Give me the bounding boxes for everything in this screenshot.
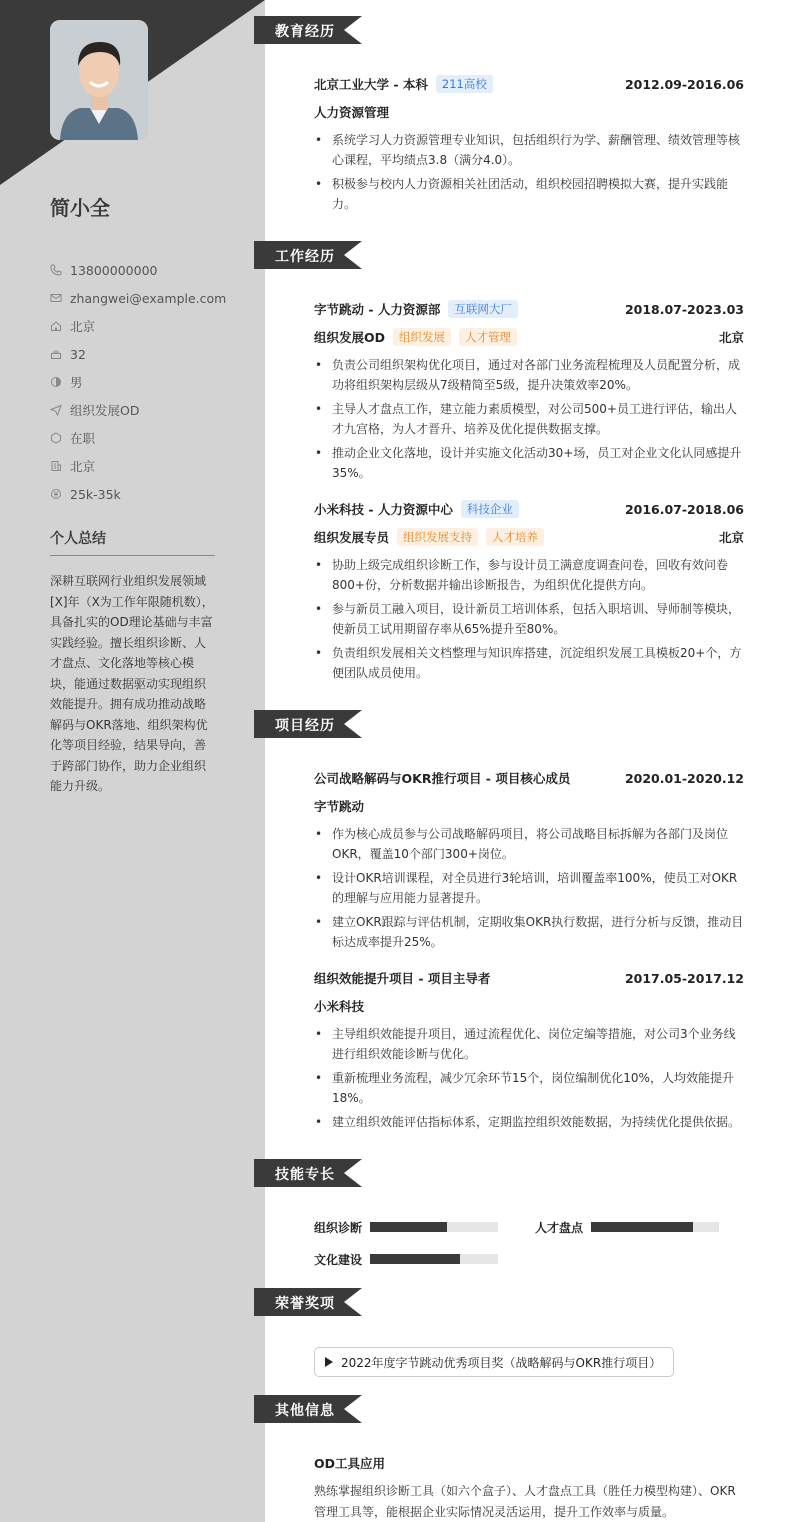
other-text: 熟练掌握组织诊断工具（如六个盒子）、人才盘点工具（胜任力模型构建）、OKR管理工具等，能根据企业实际情况灵活运用，提升工作效率与质量。 — [314, 1484, 736, 1519]
info-text: 25k-35k — [70, 486, 121, 502]
send-icon — [50, 404, 62, 416]
skill-item — [535, 1219, 719, 1235]
list-item: • 建立OKR跟踪与评估机制，定期收集OKR执行数据，进行分析与反馈，推动目标达成率提升25%。 — [314, 912, 746, 952]
avatar — [50, 20, 148, 140]
project-name: 组织效能提升项目 - 项目主导者 — [314, 971, 491, 986]
triangle-right-icon — [325, 1357, 333, 1367]
skill-bar — [591, 1222, 719, 1232]
list-item: • 设计OKR培训课程，对全员进行3轮培训，培训覆盖率100%，使员工对OKR的理解与应用能力显著提升。 — [314, 868, 746, 908]
info-salary — [50, 480, 226, 508]
info-text: 男 — [70, 375, 83, 390]
mail-icon — [50, 292, 62, 304]
work-role-1 — [314, 328, 744, 346]
award-item[interactable] — [314, 1347, 674, 1377]
skill-name: 文化建设 — [314, 1252, 363, 1267]
role-tag: 组织发展 — [393, 328, 451, 346]
info-email — [50, 284, 226, 312]
section-title-work: 工作经历 — [254, 241, 362, 269]
skill-name: 组织诊断 — [314, 1220, 363, 1235]
project-date: 2020.01-2020.12 — [624, 770, 744, 786]
list-item: • 作为核心成员参与公司战略解码项目，将公司战略目标拆解为各部门及岗位OKR，覆盖10个部门300+岗位。 — [314, 824, 746, 864]
info-text: 北京 — [70, 319, 96, 334]
list-item: • 建立组织效能评估指标体系，定期监控组织效能数据，为持续优化提供依据。 — [314, 1112, 746, 1132]
work-date: 2018.07-2023.03 — [624, 301, 744, 317]
skill-fill — [370, 1254, 460, 1264]
role-tag: 人才管理 — [459, 328, 517, 346]
list-item: • 协助上级完成组织诊断工作，参与设计员工满意度调查问卷，回收有效问卷800+份，分析数据并输出诊断报告，为组织优化提供方向。 — [314, 555, 746, 595]
work-role-2 — [314, 528, 744, 546]
skill-bar — [370, 1254, 498, 1264]
list-item: • 负责组织发展相关文档整理与知识库搭建，沉淀组织发展工具模板20+个，方便团队成员使用。 — [314, 643, 746, 683]
project-org-2: 小米科技 — [314, 999, 365, 1014]
info-text: 北京 — [70, 459, 96, 474]
skill-name: 人才盘点 — [535, 1220, 584, 1235]
school-tag: 211高校 — [436, 75, 493, 93]
project-name: 公司战略解码与OKR推行项目 - 项目核心成员 — [314, 771, 571, 786]
list-item: • 负责公司组织架构优化项目，通过对各部门业务流程梳理及人员配置分析，成功将组织架构层级从7级精简至5级，提升决策效率20%。 — [314, 355, 746, 395]
info-text: 在职 — [70, 431, 96, 446]
summary-title: 个人总结 — [50, 531, 106, 547]
section-title-project: 项目经历 — [254, 710, 362, 738]
section-title-skills: 技能专长 — [254, 1159, 362, 1187]
building-icon — [50, 460, 62, 472]
info-text: 组织发展OD — [70, 403, 140, 418]
section-title-education: 教育经历 — [254, 16, 362, 44]
education-head — [314, 75, 744, 93]
company-tag: 互联网大厂 — [448, 300, 518, 318]
info-gender — [50, 368, 226, 396]
work-head-1 — [314, 300, 744, 318]
info-status — [50, 424, 226, 452]
info-position — [50, 396, 226, 424]
list-item: • 主导人才盘点工作，建立能力素质模型，对公司500+员工进行评估，输出人才九宫格，为人才晋升、培养及优化提供数据支撑。 — [314, 399, 746, 439]
info-text: 13800000000 — [70, 262, 158, 278]
project-org-1: 字节跳动 — [314, 799, 365, 814]
status-icon — [50, 432, 62, 444]
work-city: 北京 — [718, 330, 744, 345]
project-bullets-2 — [314, 1024, 746, 1136]
info-residence — [50, 312, 226, 340]
list-item: • 主导组织效能提升项目，通过流程优化、岗位定编等措施，对公司3个业务线进行组织效能诊断与优化。 — [314, 1024, 746, 1064]
list-item: • 参与新员工融入项目，设计新员工培训体系，包括入职培训、导师制等模块，使新员工试用期留存率从65%提升至80%。 — [314, 599, 746, 639]
role-name: 组织发展专员 — [314, 530, 390, 545]
work-bullets-2 — [314, 555, 746, 687]
company-name: 小米科技 - 人力资源中心 — [314, 502, 453, 517]
sidebar — [0, 0, 265, 1522]
home-icon — [50, 320, 62, 332]
list-item: • 重新梳理业务流程，减少冗余环节15个，岗位编制优化10%，人均效能提升18%。 — [314, 1068, 746, 1108]
skill-item — [314, 1251, 498, 1267]
info-phone — [50, 256, 226, 284]
contact-info-list — [50, 256, 226, 508]
list-item: • 系统学习人力资源管理专业知识，包括组织行为学、薪酬管理、绩效管理等核心课程，平均绩点3.8（满分4.0）。 — [314, 130, 746, 170]
salary-icon — [50, 488, 62, 500]
summary-divider — [50, 555, 215, 556]
role-name: 组织发展OD — [314, 330, 386, 345]
info-age — [50, 340, 226, 368]
project-bullets-1 — [314, 824, 746, 956]
company-name: 字节跳动 - 人力资源部 — [314, 302, 441, 317]
skill-item — [314, 1219, 498, 1235]
work-date: 2016.07-2018.06 — [624, 501, 744, 517]
education-date: 2012.09-2016.06 — [624, 76, 744, 92]
main-content — [265, 0, 794, 1522]
info-text: 32 — [70, 346, 86, 362]
other-title: OD工具应用 — [314, 1456, 386, 1471]
work-head-2 — [314, 500, 744, 518]
phone-icon — [50, 264, 62, 276]
gender-icon — [50, 376, 62, 388]
profile-name: 简小全 — [50, 196, 110, 220]
education-bullets — [314, 130, 746, 218]
summary-text: 深耕互联网行业组织发展领域[X]年（X为工作年限随机数），具备扎实的OD理论基础与丰富实践经验。擅长组织诊断、人才盘点、文化落地等核心模块，能通过数据驱动实现组织效能提升。拥有成功推动战略解码与OKR落地、组织架构优化等项目经验，结果导向，善于跨部门协作，助力企业组织能力升级。 — [50, 574, 214, 793]
project-head-2 — [314, 969, 744, 987]
work-city: 北京 — [718, 530, 744, 545]
age-icon — [50, 348, 62, 360]
list-item: • 推动企业文化落地，设计并实施文化活动30+场，员工对企业文化认同感提升35%。 — [314, 443, 746, 483]
company-tag: 科技企业 — [461, 500, 519, 518]
skill-fill — [591, 1222, 693, 1232]
list-item: • 积极参与校内人力资源相关社团活动，组织校园招聘模拟大赛，提升实践能力。 — [314, 174, 746, 214]
work-bullets-1 — [314, 355, 746, 487]
skill-fill — [370, 1222, 447, 1232]
info-text: zhangwei@example.com — [70, 290, 227, 306]
section-title-other: 其他信息 — [254, 1395, 362, 1423]
skill-bar — [370, 1222, 498, 1232]
section-title-awards: 荣誉奖项 — [254, 1288, 362, 1316]
project-date: 2017.05-2017.12 — [624, 970, 744, 986]
role-tag: 人才培养 — [486, 528, 544, 546]
project-head-1 — [314, 769, 744, 787]
role-tag: 组织发展支持 — [397, 528, 478, 546]
award-text: 2022年度字节跳动优秀项目奖（战略解码与OKR推行项目） — [341, 1355, 662, 1370]
info-work-city — [50, 452, 226, 480]
school-name: 北京工业大学 - 本科 — [314, 77, 428, 92]
education-major: 人力资源管理 — [314, 105, 390, 120]
